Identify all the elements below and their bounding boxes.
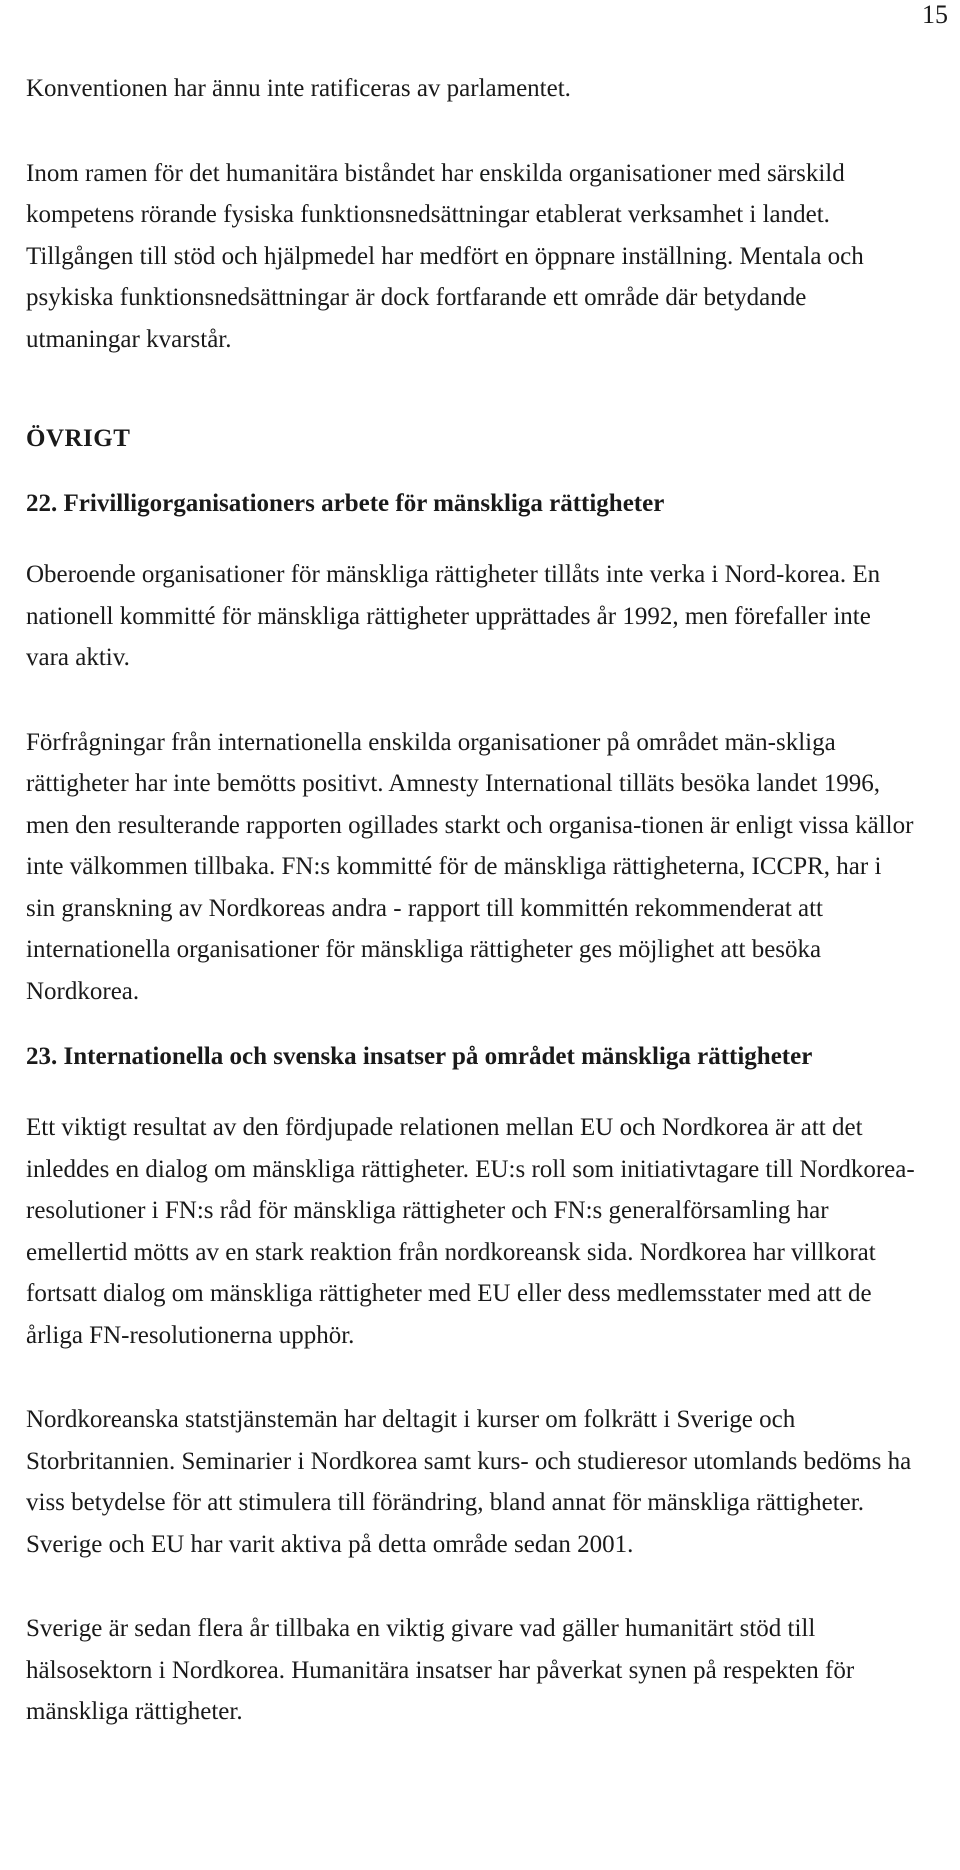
body-paragraph: Förfrågningar från internationella enskilda organisationer på området män-skliga rättigheter har inte bemötts positivt. Amnesty International tilläts besöka landet 1996, men den resulterande rapporten ogillades starkt och organisa-tionen är enligt vissa källor inte välkommen tillbaka. FN:s kommitté för de mänskliga rättigheterna, ICCPR, har i sin granskning av Nordkoreas andra - rapport till kommittén rekommenderat att internationella organisationer för mänskliga rättigheter ges möjlighet att besöka Nordkorea.	[26, 728, 914, 1005]
subsection-heading-23: 23. Internationella och svenska insatser på området mänskliga rättigheter	[26, 1043, 813, 1070]
subsection-heading-22: 22. Frivilligorganisationers arbete för mänskliga rättigheter	[26, 490, 665, 517]
section-heading: ÖVRIGT	[26, 425, 131, 452]
body-paragraph: Ett viktigt resultat av den fördjupade relationen mellan EU och Nordkorea är att det inleddes en dialog om mänskliga rättigheter. EU:s roll som initiativtagare till Nordkorea-resolutioner i FN:s råd för mänskliga rättigheter och FN:s generalförsamling har emellertid mötts av en stark reaktion från nordkoreansk sida. Nordkorea har villkorat fortsatt dialog om mänskliga rättigheter med EU eller dess medlemsstater med att de årliga FN-resolutionerna upphör.	[26, 1114, 915, 1349]
intro-paragraph: Inom ramen för det humanitära biståndet har enskilda organisationer med särskild kompetens rörande fysiska funktionsnedsättningar etablerat verksamhet i landet. Tillgången till stöd och hjälpmedel har medfört en öppnare inställning. Mentala och psykiska funktionsnedsättningar är dock fortfarande ett område där betydande utmaningar kvarstår.	[26, 159, 864, 353]
body-paragraph: Sverige är sedan flera år tillbaka en viktig givare vad gäller humanitärt stöd till hälsosektorn i Nordkorea. Humanitära insatser har påverkat synen på respekten för mänskliga rättigheter.	[26, 1615, 855, 1725]
document-body	[26, 68, 916, 1733]
body-paragraph: Nordkoreanska statstjänstemän har deltagit i kurser om folkrätt i Sverige och Storbritannien. Seminarier i Nordkorea samt kurs- och studieresor utomlands bedöms ha viss betydelse för att stimulera till förändring, bland annat för mänskliga rättigheter. Sverige och EU har varit aktiva på detta område sedan 2001.	[26, 1406, 912, 1558]
page-number: 15	[922, 0, 948, 29]
body-paragraph: Oberoende organisationer för mänskliga rättigheter tillåts inte verka i Nord-korea. En nationell kommitté för mänskliga rättigheter upprättades år 1992, men förefaller inte vara aktiv.	[26, 561, 881, 671]
intro-paragraph: Konventionen har ännu inte ratificeras av parlamentet.	[26, 75, 571, 102]
